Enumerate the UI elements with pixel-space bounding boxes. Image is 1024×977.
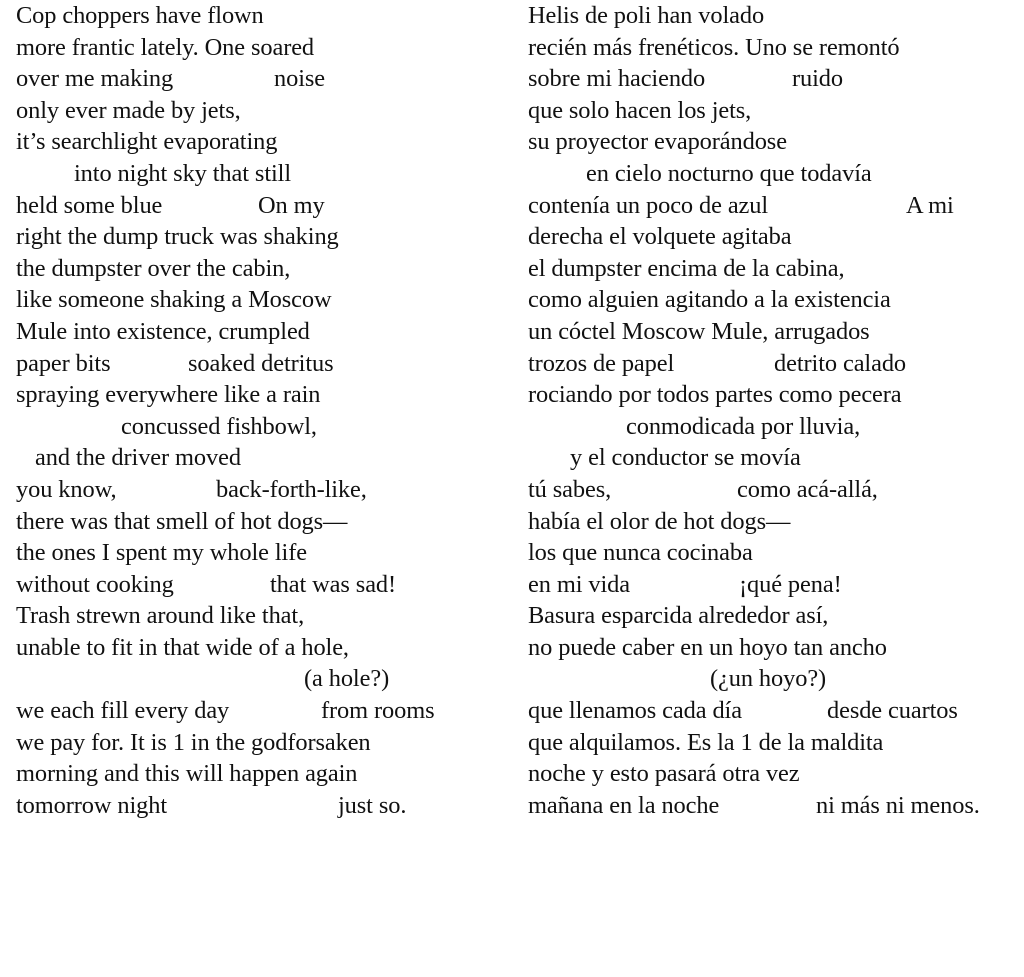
spanish-line [528,758,1022,790]
english-line [16,190,496,222]
english-line-text: we each fill every day [16,697,230,725]
spanish-line [528,442,1022,474]
english-line-text: you know, [16,475,117,503]
spanish-line-text: había el olor de hot dogs— [528,507,791,535]
english-line [16,758,496,790]
english-line [16,316,496,348]
english-line-text: that was sad! [270,570,397,598]
english-line-text: only ever made by jets, [16,96,241,124]
spanish-line-text: contenía un poco de azul [528,191,769,219]
english-line-text: over me making [16,65,174,93]
spanish-line [528,695,1022,727]
spanish-line [528,221,1022,253]
spanish-line [528,284,1022,316]
spanish-line-text: Helis de poli han volado [528,2,765,29]
spanish-line [528,600,1022,632]
spanish-line [528,474,1022,506]
english-line-text: right the dump truck was shaking [16,223,339,251]
english-line-text: noise [274,65,325,93]
english-line [16,663,496,695]
english-line-text: the ones I spent my whole life [16,539,307,567]
spanish-line-text: sobre mi haciendo [528,65,706,93]
english-line [16,284,496,316]
english-line-text: like someone shaking a Moscow [16,286,332,314]
english-line-text: and the driver moved [35,444,241,472]
spanish-line-text: no puede caber en un hoyo tan ancho [528,633,887,661]
english-line [16,411,496,443]
spanish-line-text: (¿un hoyo?) [710,665,827,693]
spanish-line-text: trozos de papel [528,349,675,377]
english-line [16,790,496,822]
spanish-line-text: el dumpster encima de la cabina, [528,254,845,282]
spanish-line [528,32,1022,64]
spanish-line-text: A mi [906,191,954,219]
spanish-line [528,790,1022,822]
spanish-line-text: derecha el volquete agitaba [528,223,792,251]
spanish-line-text: y el conductor se movía [570,444,801,472]
spanish-line-text: mañana en la noche [528,791,720,819]
english-line-text: soaked detritus [188,349,334,377]
spanish-line-text: que alquilamos. Es la 1 de la maldita [528,728,884,756]
english-line [16,600,496,632]
english-line [16,379,496,411]
spanish-line [528,506,1022,538]
english-line [16,32,496,64]
english-line-text: tomorrow night [16,791,168,819]
poem-spanish [528,0,1022,821]
spanish-line [528,411,1022,443]
spanish-line-text: como alguien agitando a la existencia [528,286,891,314]
spanish-line [528,126,1022,158]
spanish-line-text: los que nunca cocinaba [528,539,753,567]
english-line-text: more frantic lately. One soared [16,33,315,61]
english-line-text: it’s searchlight evaporating [16,128,278,156]
spanish-line [528,190,1022,222]
spanish-line-text: como acá-allá, [737,475,878,503]
english-line-text: (a hole?) [304,665,390,693]
spanish-line-text: ruido [792,65,843,93]
english-line-text: paper bits [16,349,111,377]
english-line-text: held some blue [16,191,163,219]
english-line-text: we pay for. It is 1 in the godforsaken [16,728,371,756]
spanish-line-text: recién más frenéticos. Uno se remontó [528,33,900,61]
english-line [16,253,496,285]
english-line-text: without cooking [16,570,174,598]
english-line [16,221,496,253]
spanish-line [528,569,1022,601]
english-line [16,158,496,190]
spanish-line-text: ni más ni menos. [816,791,980,819]
english-line [16,506,496,538]
spanish-line [528,348,1022,380]
english-line [16,0,496,32]
english-line [16,569,496,601]
spanish-line-text: ¡qué pena! [739,570,842,598]
english-line [16,695,496,727]
spanish-line-text: desde cuartos [827,697,958,725]
english-line-text: Trash strewn around like that, [16,602,305,630]
spanish-line [528,632,1022,664]
english-line-text: from rooms [321,697,435,725]
spanish-line [528,663,1022,695]
english-line [16,348,496,380]
english-line [16,63,496,95]
spanish-line-text: conmodicada por lluvia, [626,412,861,440]
spanish-line-text: que solo hacen los jets, [528,96,752,124]
english-line [16,442,496,474]
english-line-text: On my [258,191,325,219]
spanish-line-text: rociando por todos partes como pecera [528,381,902,409]
spanish-line-text: en cielo nocturno que todavía [586,159,872,187]
spanish-line-text: que llenamos cada día [528,697,742,725]
english-line [16,474,496,506]
spanish-line-text: tú sabes, [528,475,612,503]
spanish-line [528,0,1022,32]
spanish-line [528,537,1022,569]
spanish-line-text: en mi vida [528,570,630,598]
english-line-text: there was that smell of hot dogs— [16,507,348,535]
english-line-text: spraying everywhere like a rain [16,381,321,409]
english-line [16,537,496,569]
english-line-text: Mule into existence, crumpled [16,317,310,345]
spanish-line [528,63,1022,95]
spanish-line-text: noche y esto pasará otra vez [528,760,800,788]
english-line-text: morning and this will happen again [16,760,358,788]
spanish-line [528,316,1022,348]
spanish-line-text: su proyector evaporándose [528,128,787,156]
poem-english [16,0,496,821]
spanish-line [528,158,1022,190]
english-line-text: unable to fit in that wide of a hole, [16,633,349,661]
english-line-text: the dumpster over the cabin, [16,254,291,282]
english-line [16,632,496,664]
english-line [16,126,496,158]
spanish-line [528,379,1022,411]
spanish-line [528,727,1022,759]
english-line-text: concussed fishbowl, [121,412,317,440]
spanish-line-text: Basura esparcida alrededor así, [528,602,829,630]
spanish-line [528,253,1022,285]
english-line [16,95,496,127]
english-line-text: back-forth-like, [216,475,367,503]
english-line-text: into night sky that still [74,159,292,187]
english-line [16,727,496,759]
spanish-line-text: detrito calado [774,349,907,377]
english-line-text: Cop choppers have flown [16,2,264,29]
english-line-text: just so. [338,791,407,819]
spanish-line-text: un cóctel Moscow Mule, arrugados [528,317,870,345]
spanish-line [528,95,1022,127]
